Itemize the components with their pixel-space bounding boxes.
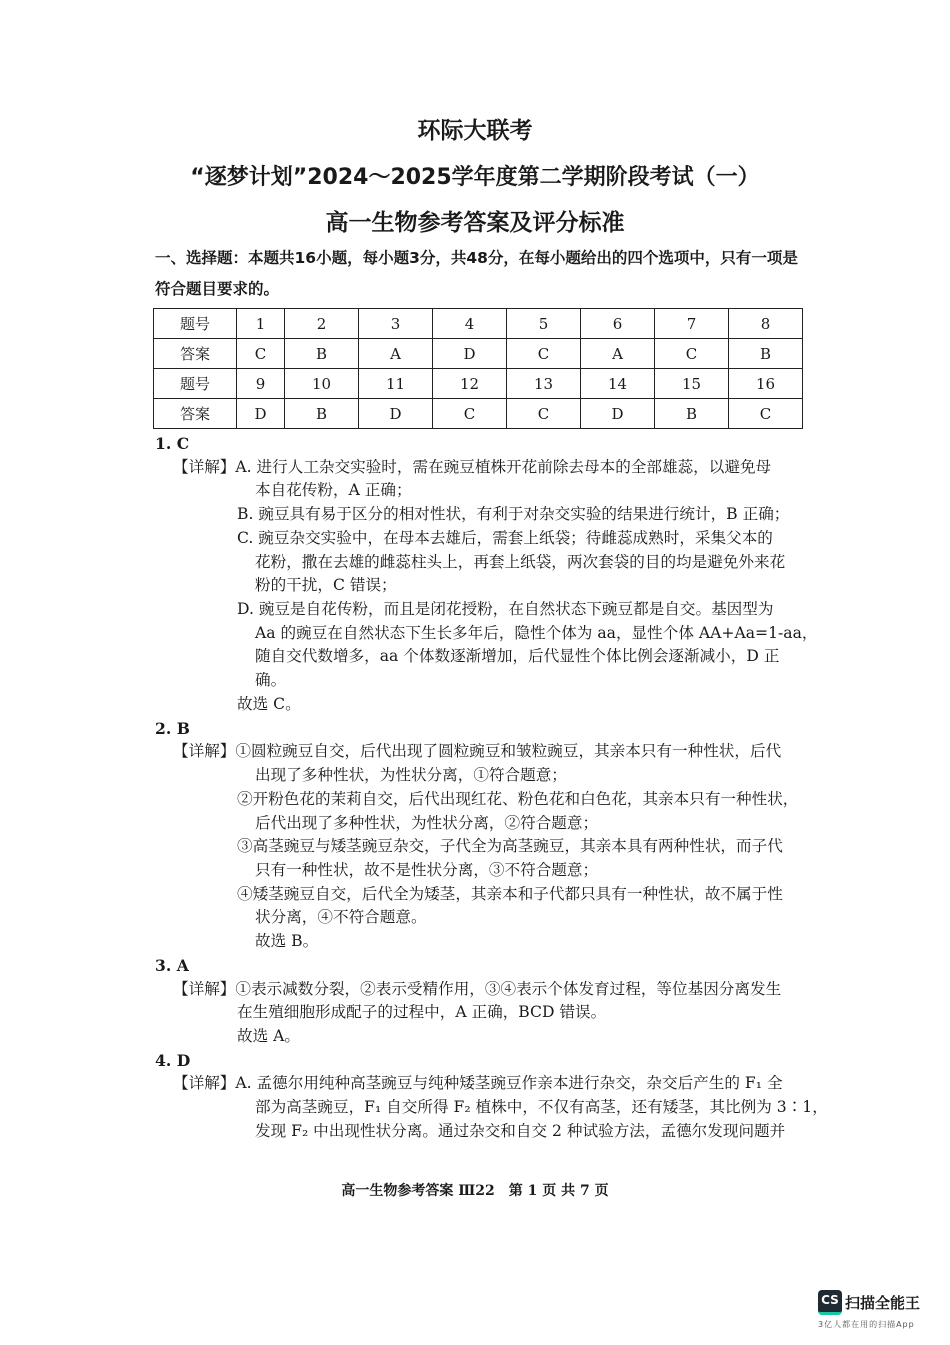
row-header-cell: 题号 bbox=[154, 309, 237, 339]
watermark-name: 扫描全能王 bbox=[845, 1294, 921, 1312]
explanation-line: 【详解】A. 孟德尔用纯种高茎豌豆与纯种矮茎豌豆作亲本进行杂交，杂交后产生的 F₁ 全 bbox=[173, 1074, 783, 1093]
table-cell: B bbox=[284, 399, 358, 429]
table-cell: 8 bbox=[728, 309, 802, 339]
table-cell: 9 bbox=[237, 369, 285, 399]
explanation-line: ③高茎豌豆与矮茎豌豆杂交，子代全为高茎豌豆，其亲本具有两种性状，而子代 bbox=[237, 837, 783, 856]
table-cell: 16 bbox=[728, 369, 802, 399]
explanation-line: 后代出现了多种性状，为性状分离，②符合题意； bbox=[255, 813, 599, 832]
table-cell: D bbox=[237, 399, 285, 429]
table-cell: D bbox=[358, 399, 432, 429]
row-header-cell: 答案 bbox=[154, 399, 237, 429]
answer-row bbox=[154, 339, 803, 369]
table-cell: 12 bbox=[432, 369, 506, 399]
explanation-line: ②开粉色花的茉莉自交，后代出现红花、粉色花和白色花，其亲本只有一种性状， bbox=[237, 789, 799, 808]
table-cell: 10 bbox=[284, 369, 358, 399]
explanation-line: 故选 C。 bbox=[237, 694, 301, 713]
explanation-line: 花粉，撒在去雄的雌蕊柱头上，再套上纸袋，两次套袋的目的均是避免外来花 bbox=[255, 552, 786, 571]
answer-row bbox=[154, 399, 803, 429]
table-cell: 5 bbox=[506, 309, 580, 339]
explanation-line: 随自交代数增多，aa 个体数逐渐增加，后代显性个体比例会逐渐减小，D 正 bbox=[255, 647, 780, 666]
question-number-row bbox=[154, 309, 803, 339]
document-title: 高一生物参考答案及评分标准 bbox=[325, 210, 625, 236]
page-footer: 高一生物参考答案 Ⅲ22 第 1 页 共 7 页 bbox=[341, 1183, 609, 1199]
table-cell: C bbox=[432, 399, 506, 429]
table-cell: 11 bbox=[358, 369, 432, 399]
table-cell: 7 bbox=[654, 309, 728, 339]
table-cell: 15 bbox=[654, 369, 728, 399]
explanation-line: D. 豌豆是自花传粉，而且是闭花授粉，在自然状态下豌豆都是自交。基因型为 bbox=[237, 600, 774, 619]
question-number-row bbox=[154, 369, 803, 399]
explanation-line: 部为高茎豌豆，F₁ 自交所得 F₂ 植株中，不仅有高茎，还有矮茎，其比例为 3∶1， bbox=[255, 1098, 828, 1117]
explanation-line: Aa 的豌豆在自然状态下生长多年后，隐性个体为 aa，显性个体 AA+Aa=1-aa， bbox=[255, 623, 818, 642]
watermark-tagline: 3亿人都在用的扫描App bbox=[818, 1320, 915, 1329]
exam-org-title: 环际大联考 bbox=[417, 118, 533, 144]
table-cell: 13 bbox=[506, 369, 580, 399]
section-instructions: 一、选择题：本题共16小题，每小题3分，共48分，在每小题给出的四个选项中，只有一项是符合题目要求的。 bbox=[155, 249, 798, 298]
table-cell: D bbox=[580, 399, 654, 429]
table-cell: A bbox=[580, 339, 654, 369]
explanation-line: 状分离，④不符合题意。 bbox=[255, 908, 427, 927]
row-header-cell: 答案 bbox=[154, 339, 237, 369]
explanation-line: ④矮茎豌豆自交，后代全为矮茎，其亲本和子代都只具有一种性状，故不属于性 bbox=[237, 884, 783, 903]
table-cell: B bbox=[654, 399, 728, 429]
table-cell: C bbox=[506, 399, 580, 429]
table-cell: D bbox=[432, 339, 506, 369]
explanation-line: 故选 B。 bbox=[255, 932, 319, 951]
table-cell: C bbox=[728, 399, 802, 429]
table-cell: A bbox=[358, 339, 432, 369]
scanner-watermark bbox=[818, 1290, 943, 1330]
table-cell: 1 bbox=[237, 309, 285, 339]
explanation-line: 确。 bbox=[255, 671, 287, 690]
table-cell: 6 bbox=[580, 309, 654, 339]
table-cell: C bbox=[654, 339, 728, 369]
question-answer-heading: 1. C bbox=[155, 434, 190, 453]
table-cell: C bbox=[506, 339, 580, 369]
table-cell: 3 bbox=[358, 309, 432, 339]
explanation-line: 【详解】①圆粒豌豆自交，后代出现了圆粒豌豆和皱粒豌豆，其亲本只有一种性状，后代 bbox=[173, 742, 782, 761]
explanation-line: 发现 F₂ 中出现性状分离。通过杂交和自交 2 种试验方法，孟德尔发现问题并 bbox=[255, 1121, 786, 1140]
camscanner-logo-icon: CS bbox=[818, 1290, 842, 1315]
explanation-line: 粉的干扰，C 错误； bbox=[255, 576, 397, 595]
answer-table bbox=[153, 308, 803, 429]
explanation-line: 本自花传粉，A 正确； bbox=[255, 481, 412, 500]
exam-title: “逐梦计划”2024～2025学年度第二学期阶段考试（一） bbox=[190, 165, 760, 190]
row-header-cell: 题号 bbox=[154, 369, 237, 399]
table-cell: 4 bbox=[432, 309, 506, 339]
explanation-line: 【详解】①表示减数分裂，②表示受精作用，③④表示个体发育过程，等位基因分离发生 bbox=[173, 979, 782, 998]
explanation-line: 只有一种性状，故不是性状分离，③不符合题意； bbox=[255, 860, 599, 879]
explanations bbox=[0, 432, 950, 1144]
table-cell: C bbox=[237, 339, 285, 369]
explanation-line: 故选 A。 bbox=[237, 1026, 300, 1045]
question-answer-heading: 3. A bbox=[155, 955, 189, 975]
question-answer-heading: 2. B bbox=[155, 718, 190, 738]
table-cell: 14 bbox=[580, 369, 654, 399]
question-answer-heading: 4. D bbox=[155, 1050, 191, 1070]
explanation-line: 出现了多种性状，为性状分离，①符合题意； bbox=[255, 766, 567, 785]
explanation-line: 在生殖细胞形成配子的过程中，A 正确，BCD 错误。 bbox=[237, 1003, 607, 1022]
explanation-line: B. 豌豆具有易于区分的相对性状，有利于对杂交实验的结果进行统计，B 正确； bbox=[237, 505, 790, 524]
table-cell: B bbox=[728, 339, 802, 369]
table-cell: 2 bbox=[284, 309, 358, 339]
table-cell: B bbox=[284, 339, 358, 369]
explanation-line: C. 豌豆杂交实验中，在母本去雄后，需套上纸袋；待雌蕊成熟时，采集父本的 bbox=[237, 528, 773, 547]
explanation-line: 【详解】A. 进行人工杂交实验时，需在豌豆植株开花前除去母本的全部雄蕊，以避免母 bbox=[173, 457, 772, 476]
